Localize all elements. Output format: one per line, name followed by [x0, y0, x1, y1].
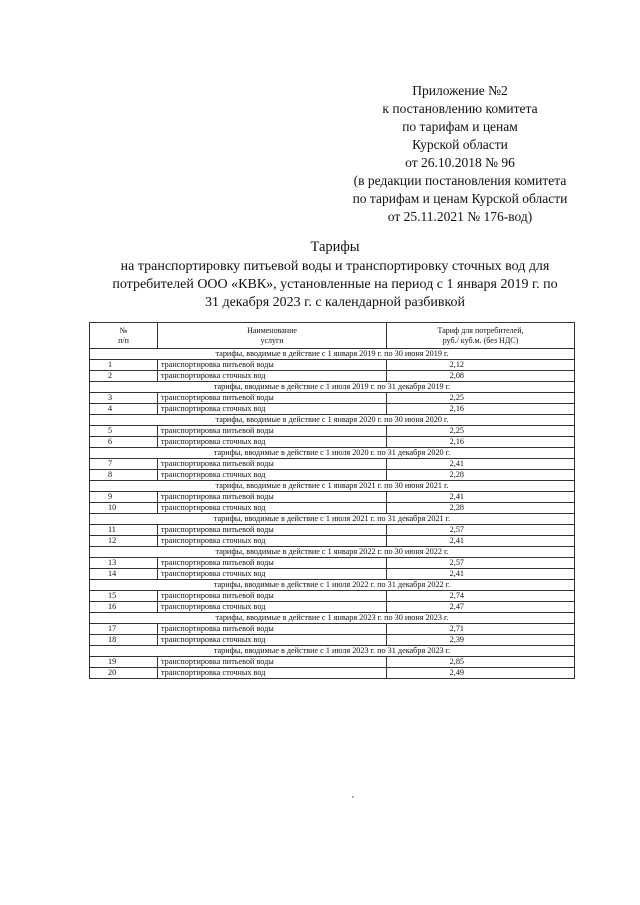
row-tariff-value: 2,39	[387, 635, 575, 646]
row-tariff-value: 2,25	[387, 393, 575, 404]
period-label: тарифы, вводимые в действие с 1 июля 2023 г. по 31 декабря 2023 г.	[90, 646, 575, 657]
row-num: 13	[90, 558, 158, 569]
table-row	[90, 459, 575, 470]
period-label: тарифы, вводимые в действие с 1 января 2021 г. по 30 июня 2021 г.	[90, 481, 575, 492]
table-row	[90, 558, 575, 569]
period-row	[90, 514, 575, 525]
table-row	[90, 635, 575, 646]
table-row	[90, 591, 575, 602]
row-num: 20	[90, 668, 158, 679]
table-row	[90, 360, 575, 371]
document-title	[70, 238, 600, 312]
period-row	[90, 481, 575, 492]
row-service-name: транспортировка питьевой воды	[158, 657, 387, 668]
period-row	[90, 349, 575, 360]
table-row	[90, 525, 575, 536]
title-line: потребителей ООО «КВК», установленные на период с 1 января 2019 г. по	[112, 277, 558, 292]
row-tariff-value: 2,74	[387, 591, 575, 602]
table-row	[90, 426, 575, 437]
annex-line: от 25.11.2021 № 176-вод)	[387, 209, 533, 224]
title-line: 31 декабря 2023 г. с календарной разбивкой	[204, 295, 466, 310]
row-num: 3	[90, 393, 158, 404]
period-label: тарифы, вводимые в действие с 1 июля 2020 г. по 31 декабря 2020 г.	[90, 448, 575, 459]
table-row	[90, 503, 575, 514]
annex-line: по тарифам и ценам Курской области	[352, 191, 568, 206]
row-num: 11	[90, 525, 158, 536]
row-service-name: транспортировка питьевой воды	[158, 360, 387, 371]
table-row	[90, 602, 575, 613]
row-service-name: транспортировка сточных вод	[158, 668, 387, 679]
annex-line: (в редакции постановления комитета	[353, 173, 567, 188]
header-num	[90, 323, 158, 349]
row-num: 7	[90, 459, 158, 470]
row-service-name: транспортировка питьевой воды	[158, 492, 387, 503]
annex-line: по тарифам и ценам	[402, 119, 518, 134]
period-row	[90, 415, 575, 426]
row-num: 10	[90, 503, 158, 514]
table-row	[90, 393, 575, 404]
row-tariff-value: 2,57	[387, 525, 575, 536]
row-service-name: транспортировка питьевой воды	[158, 591, 387, 602]
row-num: 12	[90, 536, 158, 547]
period-label: тарифы, вводимые в действие с 1 января 2022 г. по 30 июня 2022 г.	[90, 547, 575, 558]
period-row	[90, 382, 575, 393]
row-num: 15	[90, 591, 158, 602]
row-num: 14	[90, 569, 158, 580]
table-row	[90, 492, 575, 503]
row-num: 8	[90, 470, 158, 481]
row-service-name: транспортировка сточных вод	[158, 569, 387, 580]
row-service-name: транспортировка сточных вод	[158, 635, 387, 646]
table-row	[90, 569, 575, 580]
header-name-line2: услуги	[260, 335, 284, 345]
period-row	[90, 613, 575, 624]
period-label: тарифы, вводимые в действие с 1 января 2019 г. по 30 июня 2019 г.	[90, 349, 575, 360]
header-tariff-line1: Тариф для потребителей,	[437, 325, 524, 335]
header-name	[158, 323, 387, 349]
header-tariff-line2: руб./ куб.м. (без НДС)	[442, 335, 519, 345]
row-service-name: транспортировка сточных вод	[158, 404, 387, 415]
period-label: тарифы, вводимые в действие с 1 июля 2021 г. по 31 декабря 2021 г.	[90, 514, 575, 525]
annex-line: к постановлению комитета	[382, 101, 538, 116]
period-label: тарифы, вводимые в действие с 1 июля 2019 г. по 31 декабря 2019 г.	[90, 382, 575, 393]
scan-speck	[352, 796, 354, 798]
period-row	[90, 580, 575, 591]
row-tariff-value: 2,41	[387, 569, 575, 580]
period-label: тарифы, вводимые в действие с 1 января 2020 г. по 30 июня 2020 г.	[90, 415, 575, 426]
row-service-name: транспортировка питьевой воды	[158, 624, 387, 635]
row-tariff-value: 2,41	[387, 492, 575, 503]
row-num: 1	[90, 360, 158, 371]
row-tariff-value: 2,28	[387, 470, 575, 481]
row-service-name: транспортировка питьевой воды	[158, 558, 387, 569]
annex-header	[330, 82, 590, 226]
row-tariff-value: 2,28	[387, 503, 575, 514]
period-row	[90, 547, 575, 558]
tariff-table	[89, 322, 575, 679]
row-num: 5	[90, 426, 158, 437]
title-heading: Тарифы	[310, 239, 360, 255]
period-label: тарифы, вводимые в действие с 1 июля 2022 г. по 31 декабря 2022 г.	[90, 580, 575, 591]
row-tariff-value: 2,57	[387, 558, 575, 569]
row-service-name: транспортировка питьевой воды	[158, 525, 387, 536]
header-num-line2: п/п	[118, 335, 129, 345]
period-row	[90, 646, 575, 657]
table-row	[90, 470, 575, 481]
table-row	[90, 371, 575, 382]
row-tariff-value: 2,47	[387, 602, 575, 613]
row-tariff-value: 2,41	[387, 536, 575, 547]
row-tariff-value: 2,12	[387, 360, 575, 371]
row-service-name: транспортировка сточных вод	[158, 503, 387, 514]
table-row	[90, 657, 575, 668]
row-service-name: транспортировка питьевой воды	[158, 393, 387, 404]
row-num: 16	[90, 602, 158, 613]
table-row	[90, 624, 575, 635]
row-num: 4	[90, 404, 158, 415]
row-tariff-value: 2,08	[387, 371, 575, 382]
row-service-name: транспортировка сточных вод	[158, 536, 387, 547]
header-name-line1: Наименование	[247, 325, 297, 335]
row-num: 9	[90, 492, 158, 503]
period-label: тарифы, вводимые в действие с 1 января 2023 г. по 30 июня 2023 г.	[90, 613, 575, 624]
title-line: на транспортировку питьевой воды и транспортировку сточных вод для	[120, 259, 550, 274]
row-service-name: транспортировка сточных вод	[158, 371, 387, 382]
row-service-name: транспортировка сточных вод	[158, 470, 387, 481]
row-num: 17	[90, 624, 158, 635]
row-tariff-value: 2,41	[387, 459, 575, 470]
header-num-line1: №	[119, 325, 128, 335]
row-num: 19	[90, 657, 158, 668]
tariff-table-body	[90, 349, 575, 679]
row-num: 18	[90, 635, 158, 646]
row-tariff-value: 2,16	[387, 404, 575, 415]
row-tariff-value: 2,85	[387, 657, 575, 668]
row-tariff-value: 2,49	[387, 668, 575, 679]
period-row	[90, 448, 575, 459]
row-service-name: транспортировка сточных вод	[158, 437, 387, 448]
annex-line: от 26.10.2018 № 96	[405, 155, 515, 170]
table-header-row	[90, 323, 575, 349]
table-row	[90, 536, 575, 547]
row-num: 2	[90, 371, 158, 382]
row-tariff-value: 2,71	[387, 624, 575, 635]
row-service-name: транспортировка сточных вод	[158, 602, 387, 613]
annex-line: Приложение №2	[412, 83, 508, 98]
row-tariff-value: 2,25	[387, 426, 575, 437]
annex-line: Курской области	[412, 137, 508, 152]
row-service-name: транспортировка питьевой воды	[158, 459, 387, 470]
header-tariff	[387, 323, 575, 349]
table-row	[90, 404, 575, 415]
row-service-name: транспортировка питьевой воды	[158, 426, 387, 437]
row-num: 6	[90, 437, 158, 448]
table-row	[90, 437, 575, 448]
row-tariff-value: 2,16	[387, 437, 575, 448]
table-row	[90, 668, 575, 679]
